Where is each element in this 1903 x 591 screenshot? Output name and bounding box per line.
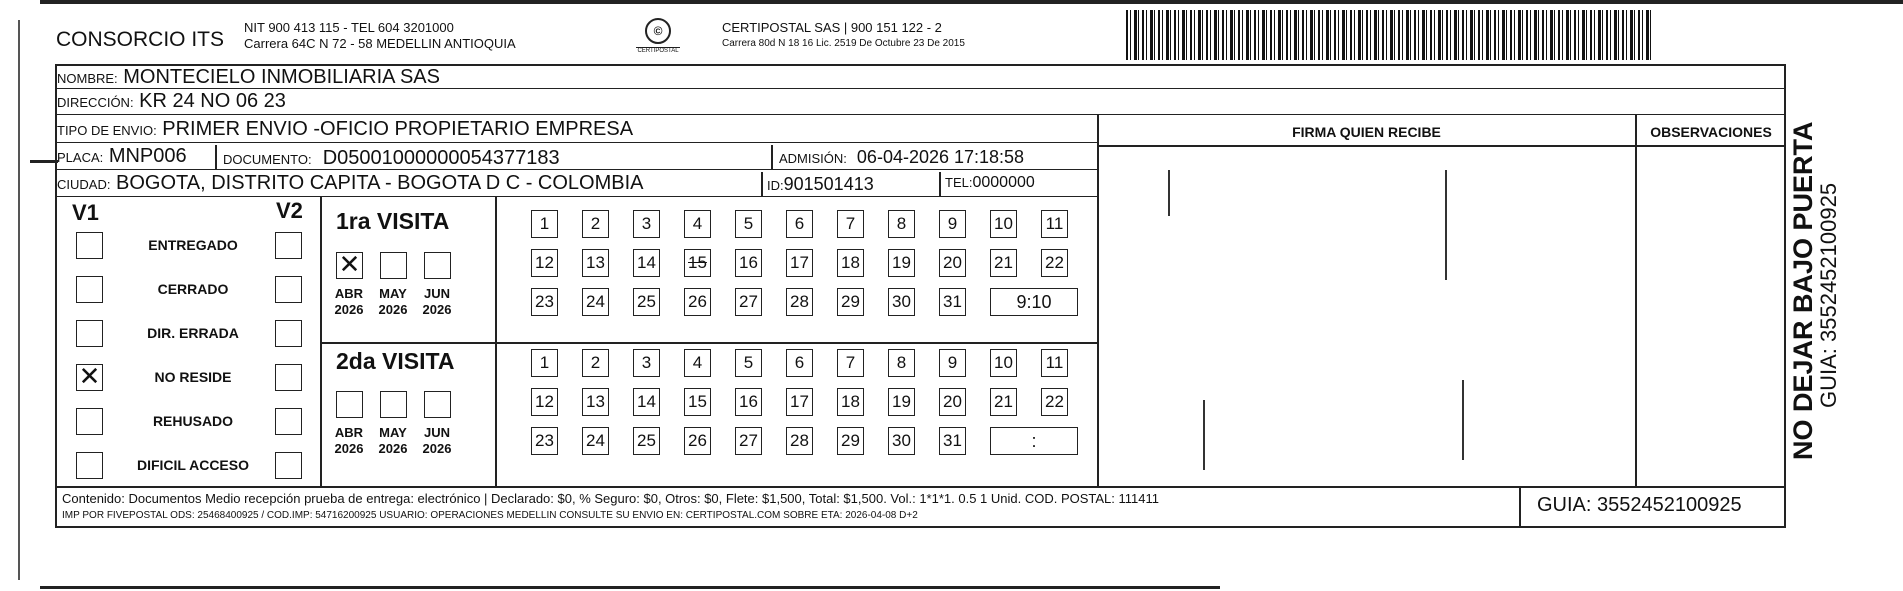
day-box[interactable]: 6 bbox=[786, 210, 813, 238]
day-box[interactable]: 28 bbox=[786, 427, 813, 455]
side-guia: GUIA: 3552452100925 bbox=[1816, 182, 1841, 408]
admision-label: ADMISIÓN: bbox=[779, 151, 847, 166]
month-year: 2026 bbox=[378, 441, 408, 456]
month-year: 2026 bbox=[378, 302, 408, 317]
month-checkbox[interactable] bbox=[380, 391, 407, 418]
second-visit-title: 2da VISITA bbox=[336, 348, 455, 374]
day-box[interactable]: 29 bbox=[837, 288, 864, 316]
v2-checkbox[interactable] bbox=[275, 276, 302, 303]
day-box[interactable]: 21 bbox=[990, 249, 1017, 277]
contenido-line: Contenido: Documentos Medio recepción prueba de entrega: electrónico | Declarado: $0, % Seguro: $0, Otros: $0, Flete: $1,500, Total: $1,500. Vol.: 1*1*1. 0.5 1 Unid. COD. POSTAL: 111411 bbox=[62, 491, 1159, 506]
day-box[interactable]: 9 bbox=[939, 210, 966, 238]
month-year: 2026 bbox=[422, 441, 452, 456]
v1-checkbox[interactable] bbox=[76, 276, 103, 303]
day-box[interactable]: 10 bbox=[990, 210, 1017, 238]
day-box[interactable]: 24 bbox=[582, 288, 609, 316]
tipo-label: TIPO DE ENVIO: bbox=[57, 123, 157, 138]
v2-checkbox[interactable] bbox=[275, 364, 302, 391]
v1-checkbox[interactable]: ✕ bbox=[76, 364, 103, 391]
day-box[interactable]: 15 bbox=[684, 249, 711, 277]
day-box[interactable]: 13 bbox=[582, 388, 609, 416]
id-label: ID: bbox=[767, 178, 784, 193]
v2-checkbox[interactable] bbox=[275, 320, 302, 347]
month-name: ABR bbox=[334, 425, 364, 440]
tel-label: TEL: bbox=[945, 175, 973, 190]
day-box[interactable]: 6 bbox=[786, 349, 813, 377]
day-box[interactable]: 19 bbox=[888, 249, 915, 277]
day-box[interactable]: 27 bbox=[735, 288, 762, 316]
scan-mark bbox=[1168, 170, 1170, 216]
footer-guia-divider bbox=[1519, 486, 1521, 526]
documento-value: D05001000000054377183 bbox=[322, 147, 560, 169]
ciudad-label: CIUDAD: bbox=[57, 177, 111, 192]
day-box[interactable]: 11 bbox=[1041, 349, 1068, 377]
month-year: 2026 bbox=[422, 302, 452, 317]
month-checkbox[interactable] bbox=[380, 252, 407, 279]
month-label bbox=[417, 286, 457, 318]
day-box[interactable]: 31 bbox=[939, 288, 966, 316]
v1-checkbox[interactable] bbox=[76, 452, 103, 479]
month-name: MAY bbox=[379, 425, 407, 440]
time-box[interactable]: : bbox=[990, 427, 1078, 455]
day-box[interactable]: 19 bbox=[888, 388, 915, 416]
nombre-value: MONTECIELO INMOBILIARIA SAS bbox=[123, 66, 440, 88]
v2-header: V2 bbox=[276, 198, 303, 223]
month-name: MAY bbox=[379, 286, 407, 301]
day-box[interactable]: 30 bbox=[888, 427, 915, 455]
day-box[interactable]: 13 bbox=[582, 249, 609, 277]
day-box[interactable]: 14 bbox=[633, 388, 660, 416]
month-checkbox[interactable] bbox=[424, 252, 451, 279]
day-box[interactable]: 27 bbox=[735, 427, 762, 455]
v1-checkbox[interactable] bbox=[76, 232, 103, 259]
v1-checkbox[interactable] bbox=[76, 408, 103, 435]
status-label: ENTREGADO bbox=[148, 237, 238, 253]
carrier-name: CERTIPOSTAL SAS | 900 151 122 - 2 bbox=[722, 20, 942, 35]
day-box[interactable]: 5 bbox=[735, 349, 762, 377]
tel-value: 0000000 bbox=[972, 174, 1035, 191]
day-box[interactable]: 22 bbox=[1041, 249, 1068, 277]
month-name: JUN bbox=[423, 286, 450, 301]
admision-value: 06-04-2026 17:18:58 bbox=[856, 147, 1025, 167]
month-label bbox=[417, 425, 457, 457]
day-box[interactable]: 26 bbox=[684, 288, 711, 316]
ciudad-row bbox=[57, 172, 1098, 197]
logo-icon: © bbox=[645, 18, 671, 44]
day-box[interactable]: 25 bbox=[633, 427, 660, 455]
left-edge-mark bbox=[18, 20, 20, 580]
v1-checkbox[interactable] bbox=[76, 320, 103, 347]
placa-value: MNP006 bbox=[108, 145, 187, 167]
day-box[interactable]: 20 bbox=[939, 249, 966, 277]
fold-tick bbox=[30, 160, 58, 163]
barcode bbox=[1126, 10, 1652, 60]
month-year: 2026 bbox=[334, 441, 364, 456]
day-box[interactable]: 8 bbox=[888, 210, 915, 238]
visit-divider bbox=[320, 342, 1097, 344]
carrier-address: Carrera 80d N 18 16 Lic. 2519 De Octubre 23 De 2015 bbox=[722, 38, 965, 49]
day-box[interactable]: 9 bbox=[939, 349, 966, 377]
day-box[interactable]: 23 bbox=[531, 288, 558, 316]
status-label: NO RESIDE bbox=[154, 369, 232, 385]
v2-checkbox[interactable] bbox=[275, 232, 302, 259]
footer-rule bbox=[57, 486, 1784, 488]
month-label bbox=[329, 425, 369, 457]
v2-checkbox[interactable] bbox=[275, 408, 302, 435]
observaciones-divider bbox=[1635, 114, 1637, 487]
day-box[interactable]: 7 bbox=[837, 210, 864, 238]
day-box[interactable]: 3 bbox=[633, 349, 660, 377]
day-box[interactable]: 10 bbox=[990, 349, 1017, 377]
time-box[interactable]: 9:10 bbox=[990, 288, 1078, 316]
day-box[interactable]: 30 bbox=[888, 288, 915, 316]
day-box[interactable]: 14 bbox=[633, 249, 660, 277]
day-box[interactable]: 18 bbox=[837, 388, 864, 416]
firma-header: FIRMA QUIEN RECIBE bbox=[1292, 124, 1441, 140]
status-label: CERRADO bbox=[157, 281, 229, 297]
column-header-rule bbox=[1097, 145, 1785, 147]
day-box[interactable]: 23 bbox=[531, 427, 558, 455]
first-visit-title: 1ra VISITA bbox=[336, 208, 450, 234]
company-name: CONSORCIO ITS bbox=[56, 28, 225, 51]
ciudad-value: BOGOTA, DISTRITO CAPITA - BOGOTA D C - COLOMBIA bbox=[116, 172, 644, 194]
tipo-value: PRIMER ENVIO -OFICIO PROPIETARIO EMPRESA bbox=[162, 118, 634, 140]
day-box[interactable]: 7 bbox=[837, 349, 864, 377]
day-box[interactable]: 22 bbox=[1041, 388, 1068, 416]
id-value: 901501413 bbox=[783, 174, 874, 194]
documento-label: DOCUMENTO: bbox=[223, 152, 312, 167]
company-nit: NIT 900 413 115 - TEL 604 3201000 bbox=[244, 20, 454, 35]
observaciones-header: OBSERVACIONES bbox=[1650, 124, 1772, 140]
placa-label: PLACA: bbox=[57, 150, 104, 165]
nombre-label: NOMBRE: bbox=[57, 71, 118, 86]
direccion-value: KR 24 NO 06 23 bbox=[139, 90, 286, 112]
month-label bbox=[373, 286, 413, 318]
day-box[interactable]: 3 bbox=[633, 210, 660, 238]
top-rule bbox=[40, 0, 1903, 4]
scan-mark bbox=[1203, 400, 1205, 470]
status-label: DIFICIL ACCESO bbox=[136, 457, 249, 473]
bottom-rule bbox=[40, 586, 1220, 589]
day-box[interactable]: 24 bbox=[582, 427, 609, 455]
day-box[interactable]: 8 bbox=[888, 349, 915, 377]
day-box[interactable]: 2 bbox=[582, 349, 609, 377]
carrier-info bbox=[722, 20, 965, 52]
day-box[interactable]: 4 bbox=[684, 349, 711, 377]
month-label bbox=[373, 425, 413, 457]
placa-row bbox=[57, 145, 1098, 170]
day-box[interactable]: 18 bbox=[837, 249, 864, 277]
month-checkbox[interactable] bbox=[336, 391, 363, 418]
scan-mark bbox=[1445, 170, 1447, 280]
day-box[interactable]: 29 bbox=[837, 427, 864, 455]
day-box[interactable]: 4 bbox=[684, 210, 711, 238]
tipo-row bbox=[57, 118, 1098, 143]
no-dejar-warning: NO DEJAR BAJO PUERTA bbox=[1788, 121, 1818, 460]
status-label: REHUSADO bbox=[152, 413, 234, 429]
v1-header: V1 bbox=[72, 200, 99, 225]
day-box[interactable]: 2 bbox=[582, 210, 609, 238]
logo-text: CERTIPOSTAL bbox=[637, 48, 679, 54]
day-box[interactable]: 17 bbox=[786, 249, 813, 277]
status-label: DIR. ERRADA bbox=[147, 325, 239, 341]
day-box[interactable]: 16 bbox=[735, 388, 762, 416]
imp-line: IMP POR FIVEPOSTAL ODS: 25468400925 / COD.IMP: 54716200925 USUARIO: OPERACIONES MEDELLIN CONSULTE SU ENVIO EN: CERTIPOSTAL.COM SOBRE ETA: 2026-04-08 D+2 bbox=[62, 510, 918, 521]
month-name: ABR bbox=[334, 286, 364, 301]
day-box[interactable]: 17 bbox=[786, 388, 813, 416]
day-box[interactable]: 15 bbox=[684, 388, 711, 416]
day-box[interactable]: 26 bbox=[684, 427, 711, 455]
company-info bbox=[244, 20, 516, 52]
day-box[interactable]: 25 bbox=[633, 288, 660, 316]
direccion-row bbox=[57, 90, 1784, 115]
day-box[interactable]: 1 bbox=[531, 349, 558, 377]
day-box[interactable]: 28 bbox=[786, 288, 813, 316]
month-name: JUN bbox=[423, 425, 450, 440]
day-box[interactable]: 5 bbox=[735, 210, 762, 238]
firma-divider bbox=[1097, 114, 1099, 487]
day-box[interactable]: 12 bbox=[531, 388, 558, 416]
day-box[interactable]: 1 bbox=[531, 210, 558, 238]
company-address: Carrera 64C N 72 - 58 MEDELLIN ANTIOQUIA bbox=[244, 36, 516, 51]
certipostal-logo bbox=[636, 18, 680, 58]
nombre-row bbox=[57, 66, 1784, 89]
month-checkbox[interactable]: ✕ bbox=[336, 252, 363, 279]
day-box[interactable]: 20 bbox=[939, 388, 966, 416]
month-checkbox[interactable] bbox=[424, 391, 451, 418]
footer-guia: GUIA: 3552452100925 bbox=[1537, 494, 1742, 516]
day-box[interactable]: 11 bbox=[1041, 210, 1068, 238]
day-box[interactable]: 12 bbox=[531, 249, 558, 277]
day-box[interactable]: 21 bbox=[990, 388, 1017, 416]
month-year: 2026 bbox=[334, 302, 364, 317]
day-box[interactable]: 31 bbox=[939, 427, 966, 455]
direccion-label: DIRECCIÓN: bbox=[57, 95, 134, 110]
day-box[interactable]: 16 bbox=[735, 249, 762, 277]
scan-mark bbox=[1462, 380, 1464, 460]
v2-checkbox[interactable] bbox=[275, 452, 302, 479]
month-label bbox=[329, 286, 369, 318]
